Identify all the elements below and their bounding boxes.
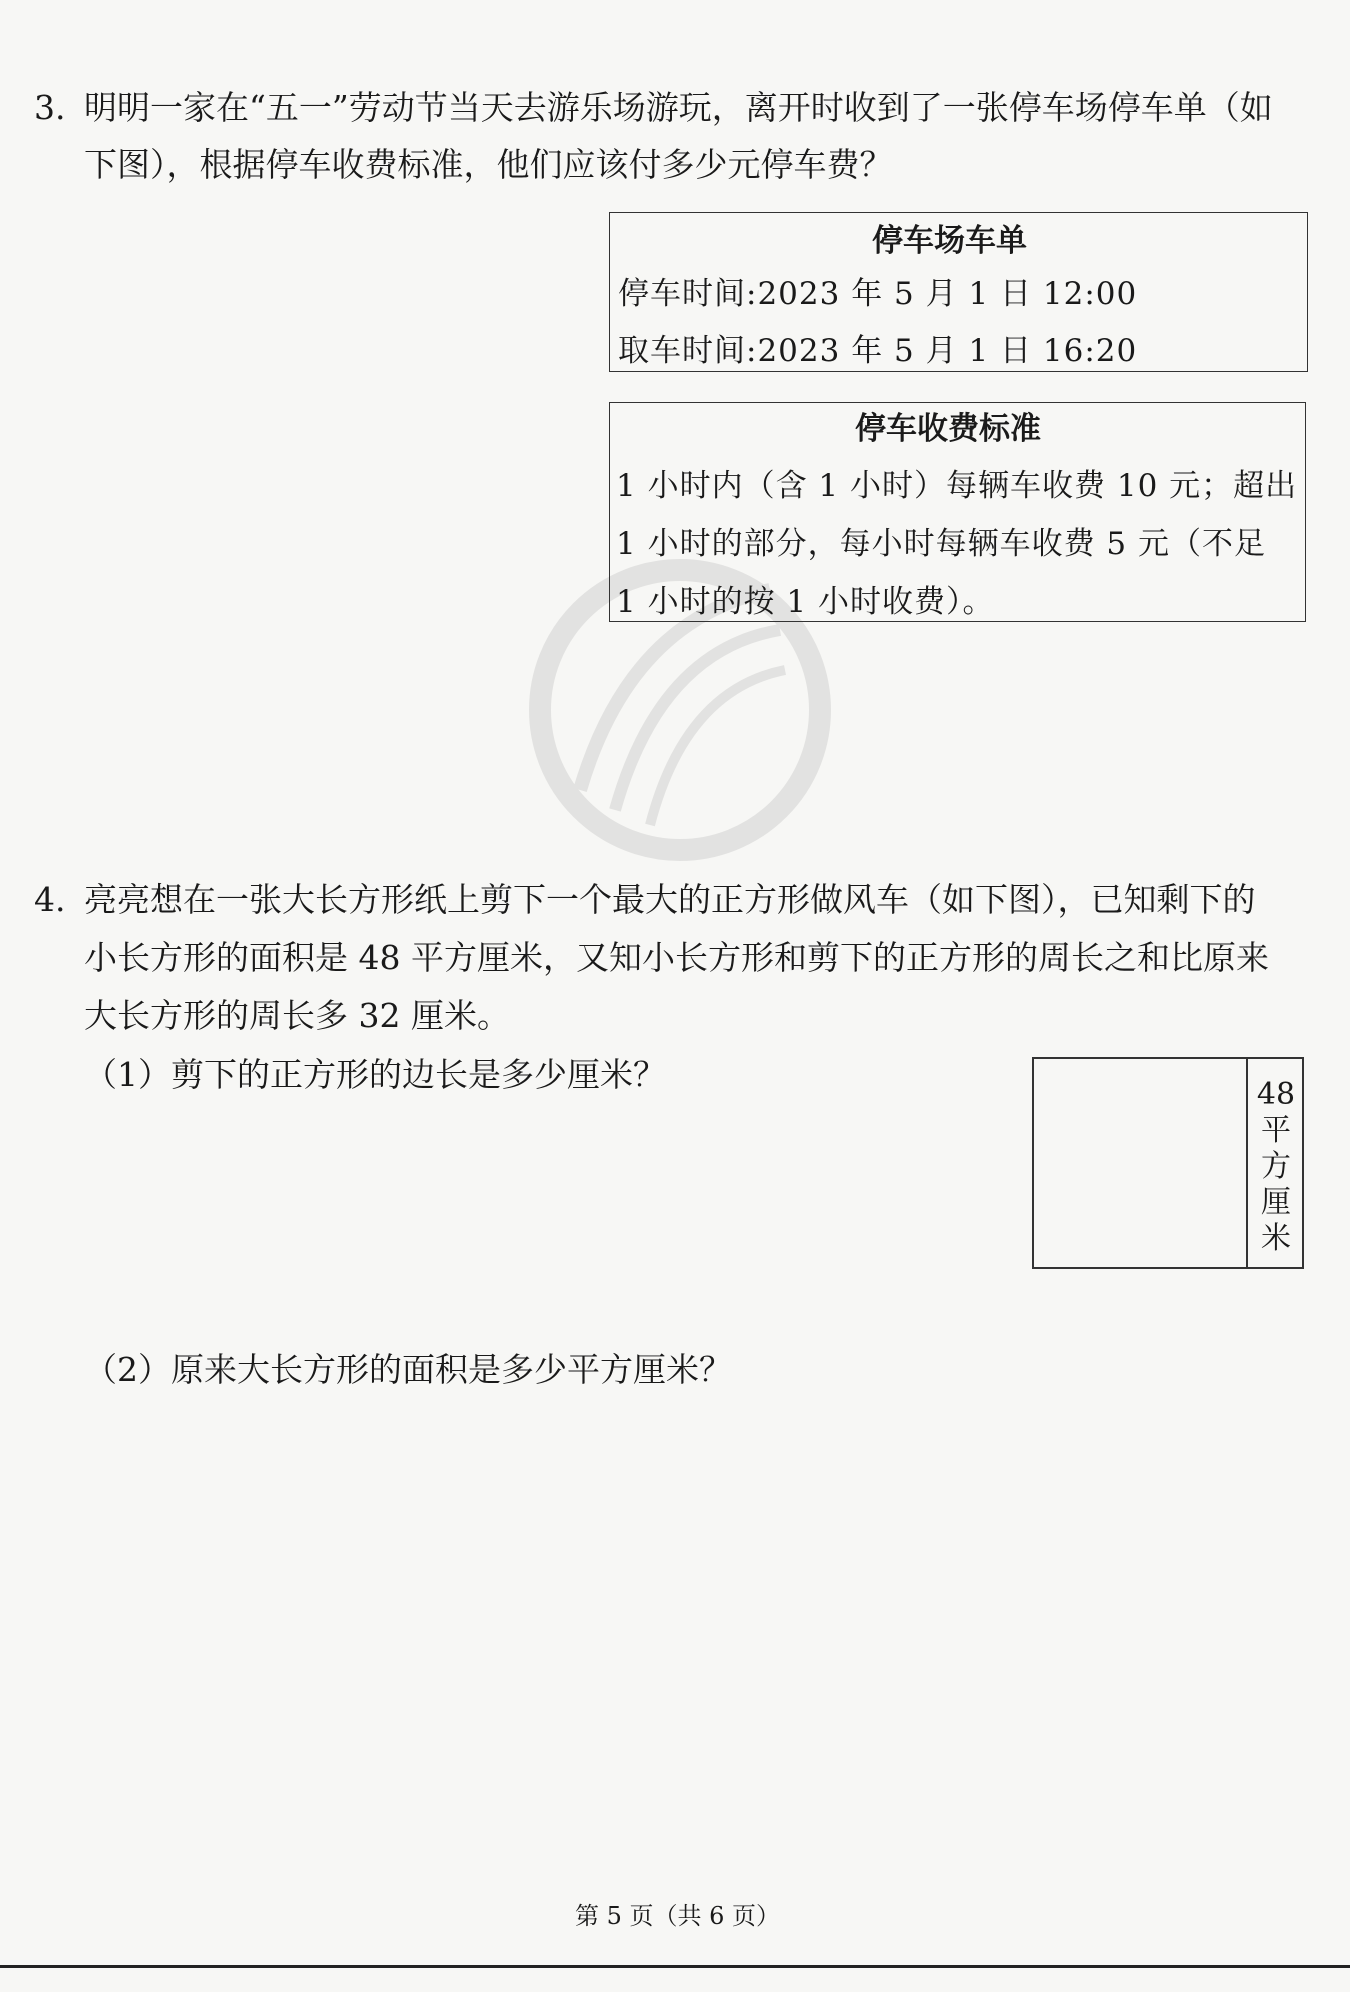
ticket-title: 停车场车单: [872, 223, 1027, 259]
q3-line-1: 明明一家在“五一”劳动节当天去游乐场游玩，离开时收到了一张停车场停车单（如: [84, 88, 1273, 127]
label-number: 48: [1256, 1077, 1296, 1112]
rectangle-figure: [1032, 1057, 1304, 1269]
fee-line-3: 1 小时的按 1 小时收费）。: [616, 584, 995, 620]
q3-number: 3.: [34, 88, 66, 127]
label-char-2: 方: [1261, 1149, 1291, 1184]
page-number: 第 5 页（共 6 页）: [575, 1902, 781, 1930]
q3-line-2: 下图），根据停车收费标准，他们应该付多少元停车费？: [84, 145, 893, 184]
q4-line-3: 大长方形的周长多 32 厘米。: [84, 996, 510, 1035]
label-char-3: 厘: [1261, 1185, 1291, 1220]
fee-line-2: 1 小时的部分，每小时每辆车收费 5 元（不足: [616, 526, 1267, 562]
q4-sub-question-1: （1）剪下的正方形的边长是多少厘米？: [84, 1055, 666, 1094]
label-char-1: 平: [1261, 1113, 1291, 1148]
fee-title: 停车收费标准: [855, 411, 1041, 447]
ticket-pick-time: 取车时间:2023 年 5 月 1 日 16:20: [618, 333, 1138, 369]
label-char-4: 米: [1261, 1221, 1291, 1256]
q4-sub-question-2: （2）原来大长方形的面积是多少平方厘米？: [84, 1350, 732, 1389]
q4-line-2: 小长方形的面积是 48 平方厘米，又知小长方形和剪下的正方形的周长之和比原来: [84, 938, 1269, 977]
q4-line-1: 亮亮想在一张大长方形纸上剪下一个最大的正方形做风车（如下图），已知剩下的: [84, 880, 1256, 919]
parking-ticket-box: [609, 212, 1308, 372]
fee-line-1: 1 小时内（含 1 小时）每辆车收费 10 元；超出: [616, 468, 1298, 504]
q4-number: 4.: [34, 880, 66, 919]
fee-standard-box: [609, 402, 1306, 622]
square-part: [1034, 1059, 1248, 1267]
ticket-park-time: 停车时间:2023 年 5 月 1 日 12:00: [618, 276, 1138, 312]
bottom-rule: [0, 1965, 1350, 1968]
small-rect-label: [1248, 1077, 1304, 1257]
